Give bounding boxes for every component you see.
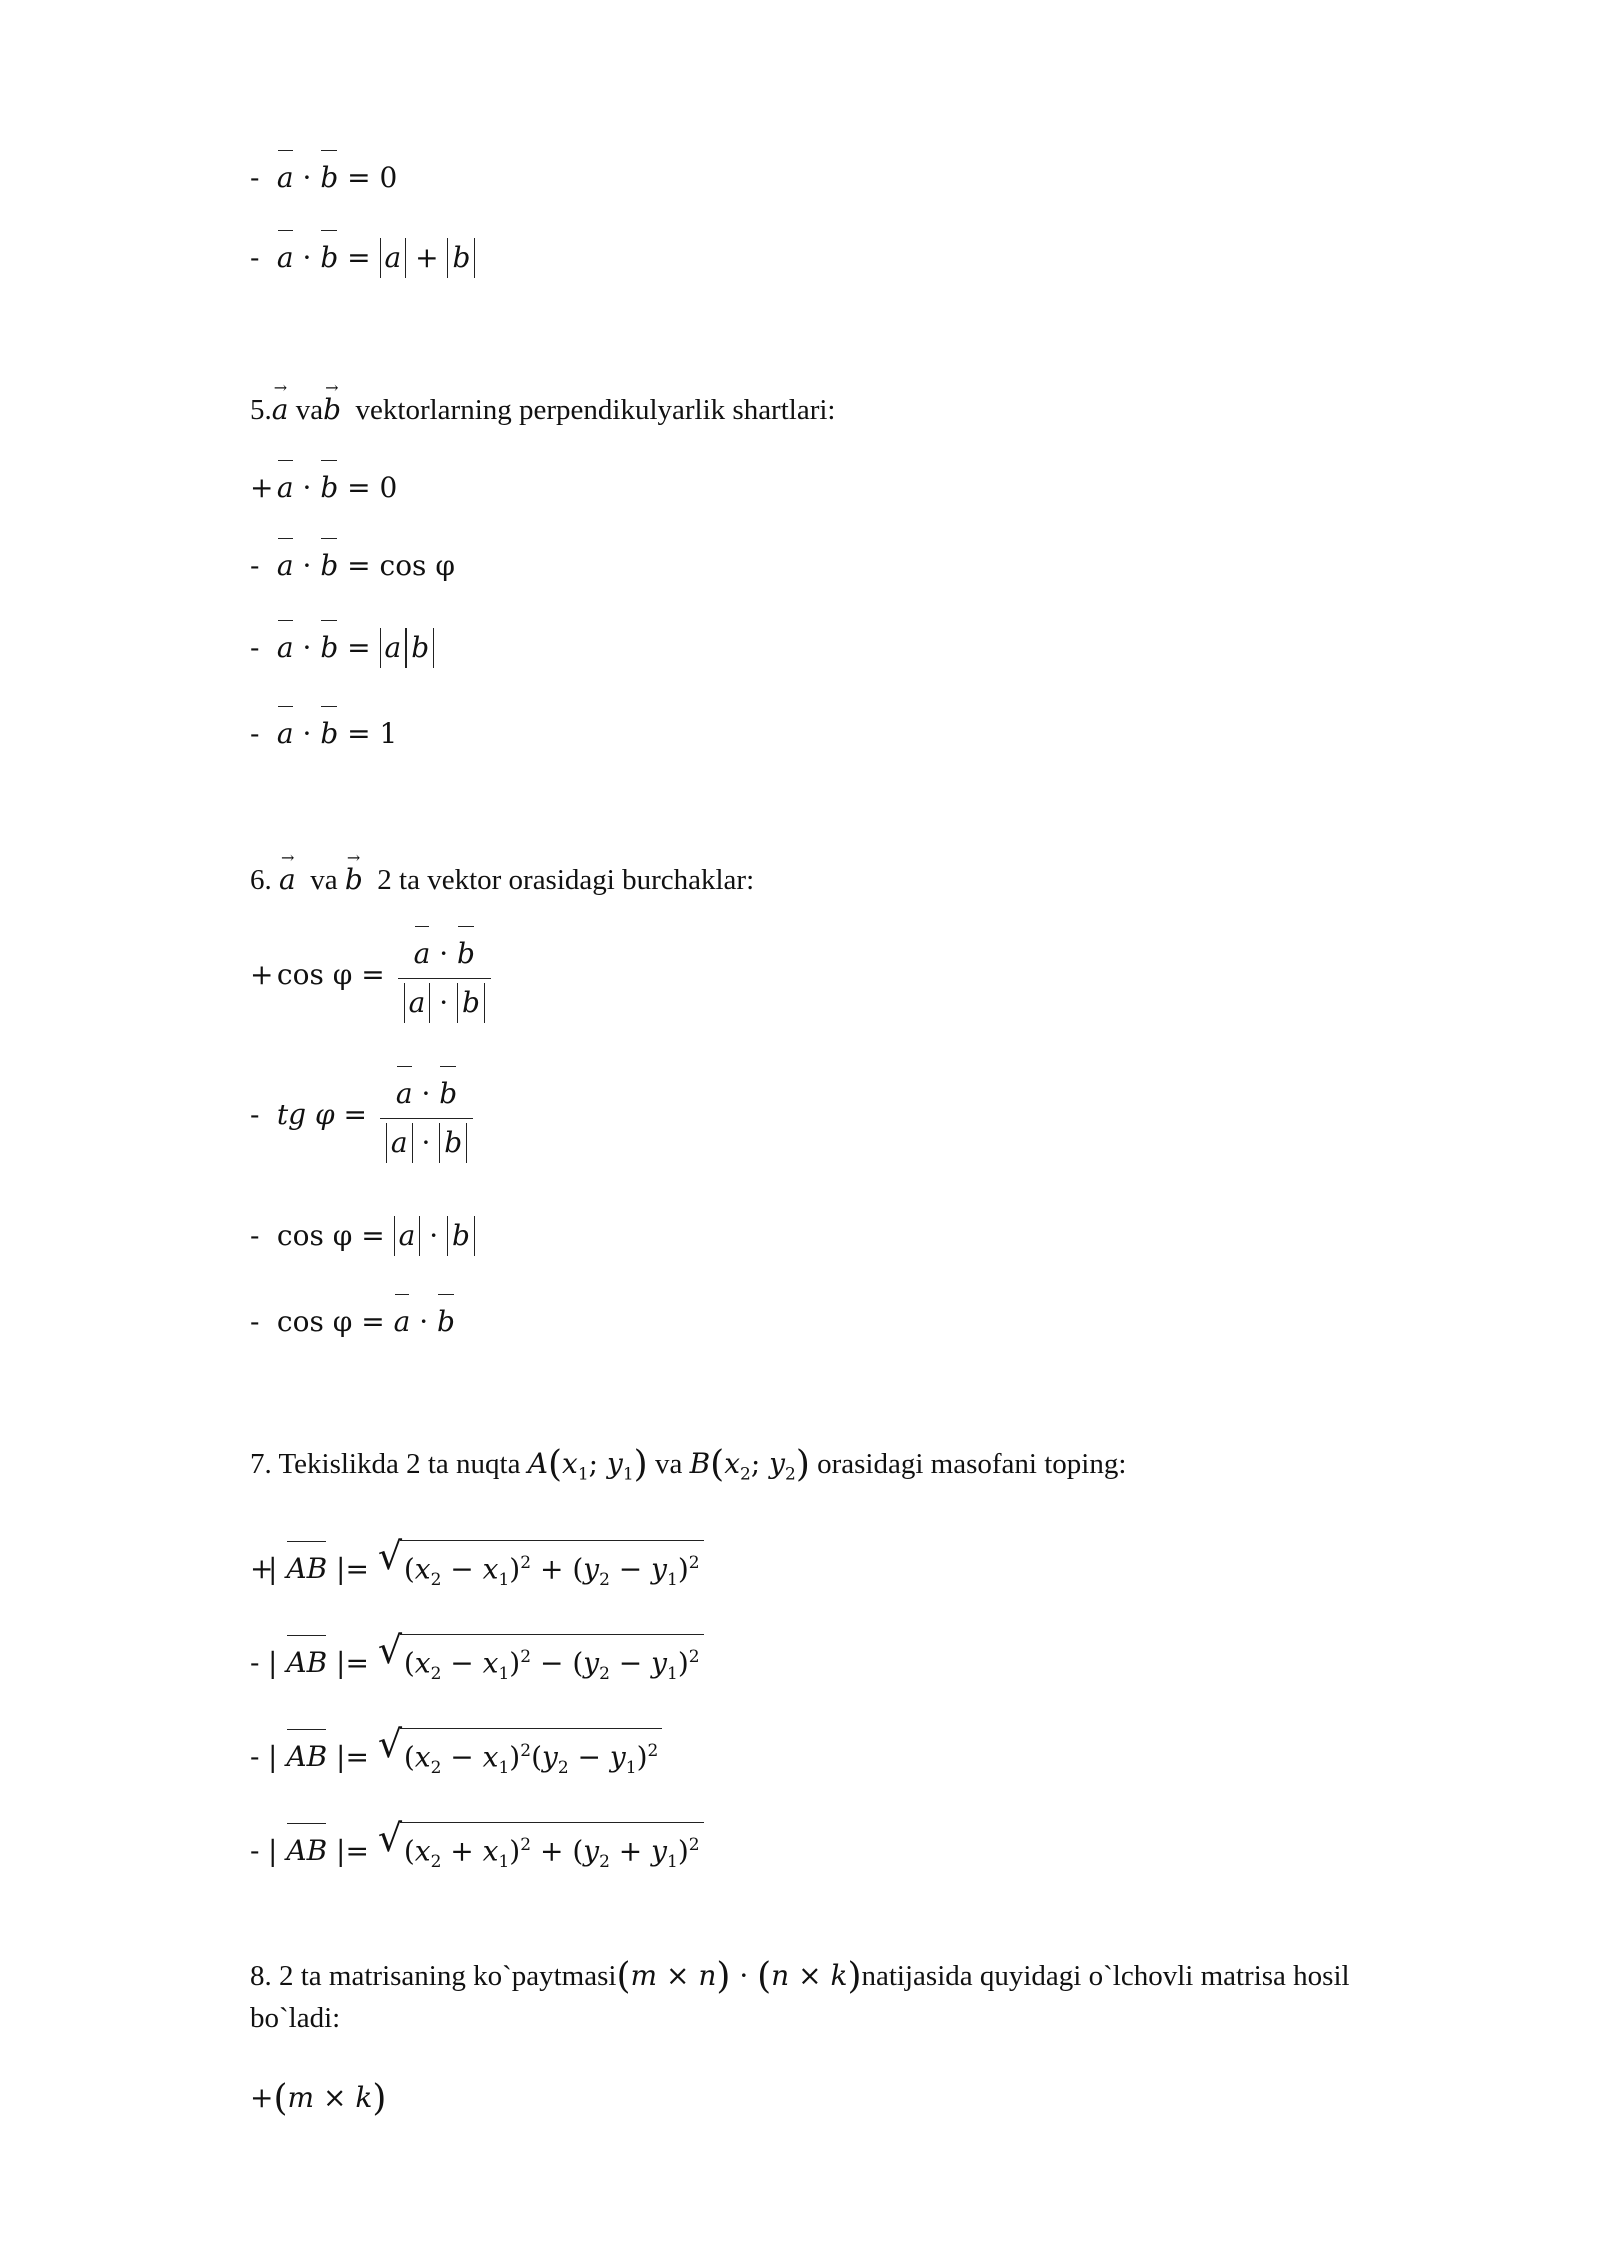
q7-option-4: - | AB |= √ $(x_2 + x_1)^2 + (y_2 + y_1)^2$: [250, 1822, 704, 1880]
option-a-dot-b-sum-abs: - a · b = a + b: [250, 238, 475, 278]
q5-option-4: - a · b = 1: [250, 717, 398, 750]
q7-option-1: +| AB |= √ $(x_2 - x_1)^2 + (y_2 - y_1)^2$: [250, 1540, 704, 1598]
q5-option-3: - a · b = a b: [250, 628, 434, 668]
question-6-title: 6. → a va → b 2 ta vektor orasidagi burchaklar:: [250, 862, 754, 898]
q6-option-4: - cos φ = a · b: [250, 1305, 455, 1338]
option-a-dot-b-zero: - a · b = 0: [250, 161, 398, 194]
q5-option-1: + a · b = 0: [250, 471, 398, 504]
q7-option-2: - | AB |= √ $(x_2 - x_1)^2 - (y_2 - y_1)^2$: [250, 1634, 704, 1692]
q7-option-3: - | AB |= √ $(x_2 - x_1)^2(y_2 - y_1)^2$: [250, 1728, 662, 1786]
question-8-title-continued: bo`ladi:: [250, 2002, 341, 2034]
question-8-title: 8. 2 ta matrisaning ko`paytmasi(m × n) · (n × k)natijasida quyidagi o`lchovli matrisa hosil: [250, 1956, 1350, 1997]
question-7-title: 7. Tekislikda 2 ta nuqta $A(x_1$; $y_1$) va $B(x_2$; $y_2$) orasidagi masofani toping:: [250, 1444, 1127, 1485]
q6-option-3: - cos φ = a · b: [250, 1216, 475, 1256]
q5-option-2: - a · b = cos φ: [250, 549, 455, 582]
question-5-title: 5.→ a va→ b vektorlarning perpendikulyarlik shartlari:: [250, 392, 835, 428]
q6-option-1: + cos φ = $\frac{a \cdot b}{a \cdot b}$: [250, 930, 495, 1023]
q6-option-2: - tg φ = $\frac{a \cdot b}{a \cdot b}$: [250, 1070, 477, 1163]
q8-option-1: +(m × k): [250, 2078, 387, 2119]
